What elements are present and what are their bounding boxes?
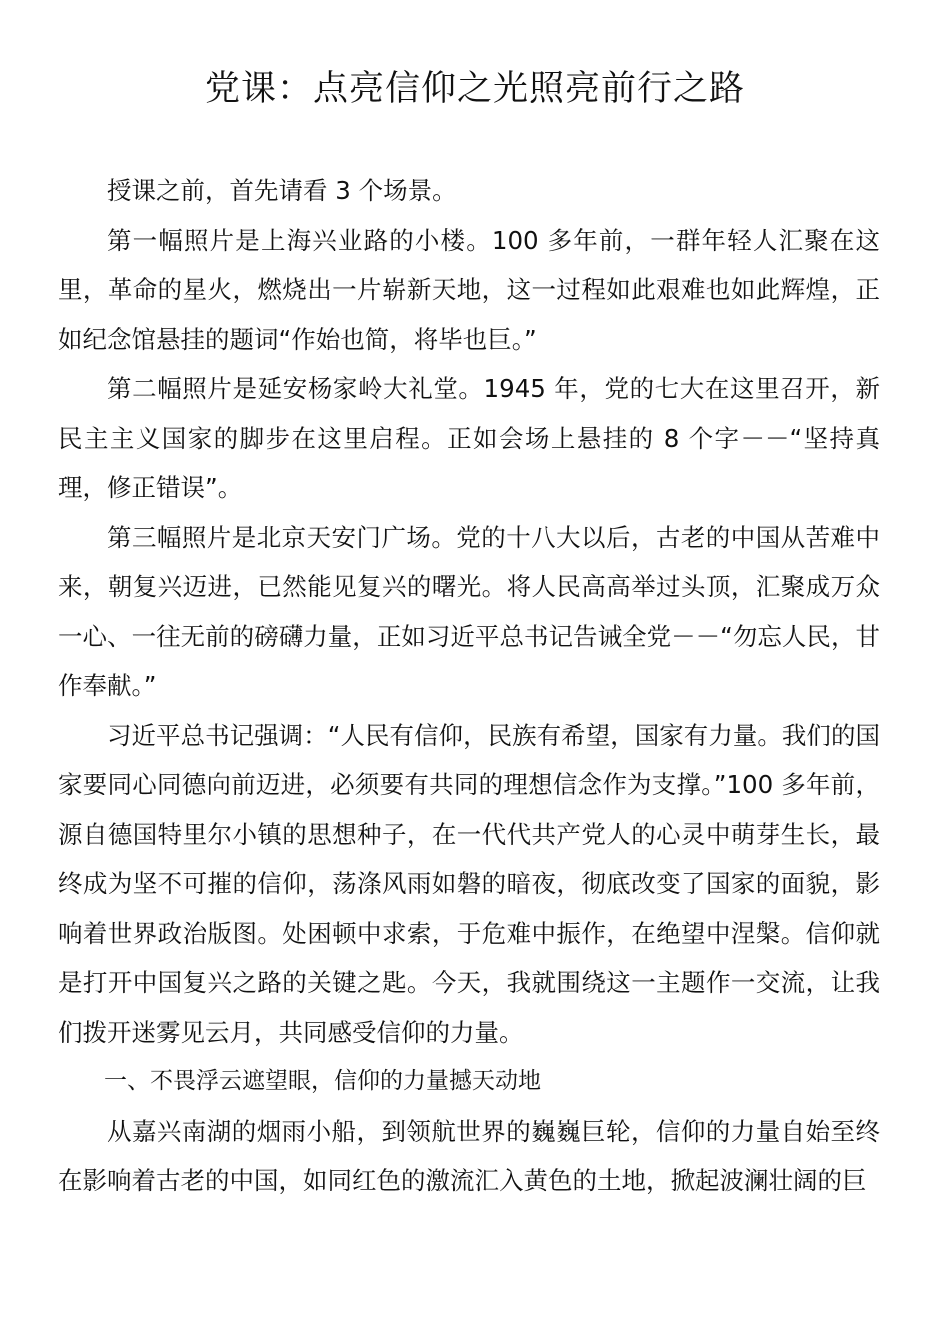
paragraph-scene-one: 第一幅照片是上海兴业路的小楼。100 多年前，一群年轻人汇聚在这里，革命的星火，燃烧出一片崭新天地，这一过程如此艰难也如此辉煌，正如纪念馆悬挂的题词“作始也简，将毕也巨。” bbox=[58, 225, 880, 354]
section-heading: 一、不畏浮云遮望眼，信仰的力量撼天动地 bbox=[104, 1068, 541, 1094]
paragraph-scene-three: 第三幅照片是北京天安门广场。党的十八大以后，古老的中国从苦难中来，朝复兴迈进，已然能见复兴的曙光。将人民高高举过头顶，汇聚成万众一心、一往无前的磅礴力量，正如习近平总书记告诫全党－－“勿忘人民，甘作奉献。” bbox=[58, 522, 880, 700]
document-title: 党课：点亮信仰之光照亮前行之路 bbox=[204, 69, 745, 109]
paragraph-quote: 习近平总书记强调：“人民有信仰，民族有希望，国家有力量。我们的国家要同心同德向前迈进，必须要有共同的理想信念作为支撑。”100 多年前，源自德国特里尔小镇的思想种子，在一代代共产党人的心灵中萌芽生长，最终成为坚不可摧的信仰，荡涤风雨如磐的暗夜，彻底改变了国家的面貌，影响着世界政治版图。处困顿中求索，于危难中振作，在绝望中涅槃。信仰就是打开中国复兴之路的关键之匙。今天，我就围绕这一主题作一交流，让我们拨开迷雾见云月，共同感受信仰的力量。 bbox=[58, 720, 880, 1047]
document-body bbox=[58, 166, 880, 1206]
paragraph-intro: 授课之前，首先请看 3 个场景。 bbox=[107, 176, 457, 205]
paragraph-scene-two: 第二幅照片是延安杨家岭大礼堂。1945 年，党的七大在这里召开，新民主主义国家的脚步在这里启程。正如会场上悬挂的 8 个字－－“坚持真理，修正错误”。 bbox=[58, 374, 880, 502]
paragraph-section-one: 从嘉兴南湖的烟雨小船，到领航世界的巍巍巨轮，信仰的力量自始至终在影响着古老的中国，如同红色的激流汇入黄色的土地，掀起波澜壮阔的巨 bbox=[58, 1116, 880, 1195]
